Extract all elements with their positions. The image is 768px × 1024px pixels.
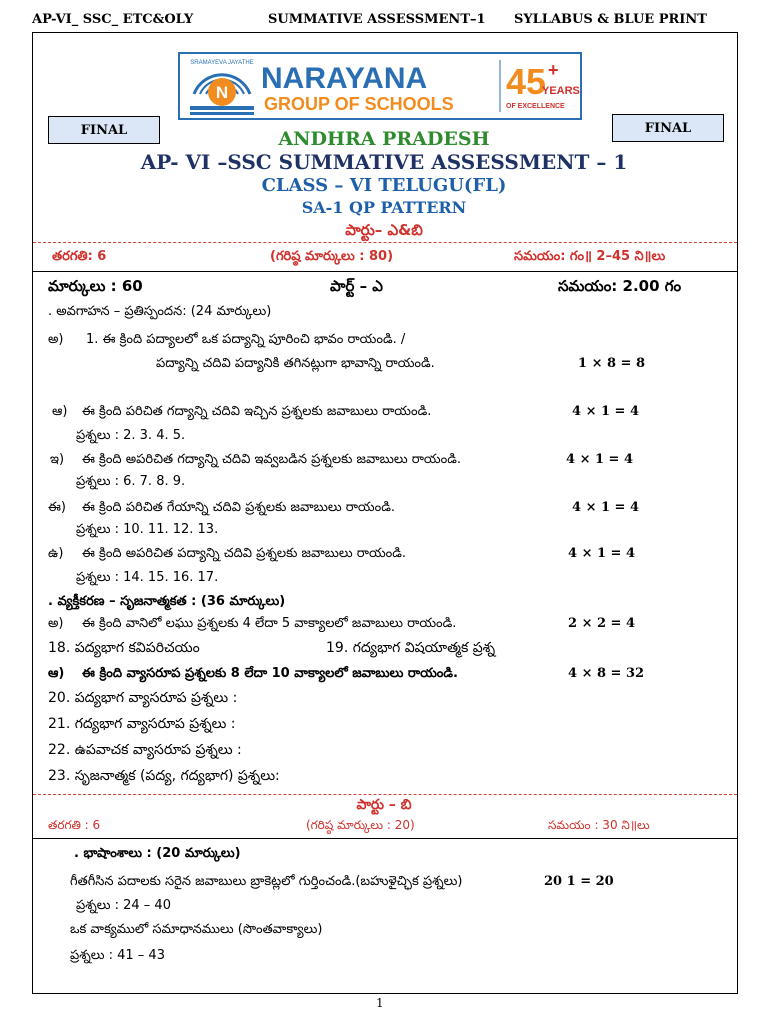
title-pattern: SA-1 QP PATTERN xyxy=(301,198,467,217)
grammar-instruction: గీతగీసిన పదాలకు సరైన జవాబులు బ్రాకెట్లలో గుర్తించండి.(బహుళైచ్ఛిక ప్రశ్నలు) xyxy=(70,874,463,889)
title-part-ab: పార్టు– ఎ&బి xyxy=(345,221,423,239)
item-marks: 4 × 1 = 4 xyxy=(568,546,636,561)
divider xyxy=(33,838,737,839)
question-23: 23. సృజనాత్మక (పద్య, గద్యభాగ) ప్రశ్నలు: xyxy=(48,768,280,784)
grammar-marks: 20 1 = 20 xyxy=(544,874,614,889)
logo-motto: SRAMAYEVA JAYATHE xyxy=(190,60,254,66)
divider xyxy=(33,271,737,272)
item-marks: 4 × 8 = 32 xyxy=(568,666,645,681)
part-b-max-marks: (గరిష్ఠ మార్కులు : 20) xyxy=(306,818,415,832)
part-b-title: పార్టు – బి xyxy=(356,797,412,813)
school-logo xyxy=(178,52,582,120)
section-heading: . భాషాంశాలు : (20 మార్కులు) xyxy=(74,846,241,861)
logo-letter: N xyxy=(215,83,229,102)
years-plus: + xyxy=(548,60,559,80)
one-sentence-questions: ప్రశ్నలు : 41 – 43 xyxy=(70,948,165,963)
item-label: ఆ) xyxy=(52,404,68,419)
item-marks: 1 × 8 = 8 xyxy=(578,356,646,371)
item-questions: ప్రశ్నలు : 2. 3. 4. 5. xyxy=(76,428,186,443)
item-marks: 4 × 1 = 4 xyxy=(572,404,640,419)
logo-name: NARAYANA xyxy=(261,62,428,95)
item-text: 1. ఈ క్రింది పద్యాలలో ఒక పద్యాన్ని పూరించి భావం రాయండి. / xyxy=(86,332,406,347)
part-b-class: తరగతి : 6 xyxy=(48,818,101,832)
item-text: ఈ క్రింది అపరిచిత పద్యాన్ని చదివి ప్రశ్నలకు జవాబులు రాయండి. xyxy=(82,546,406,561)
item-label: ఆ) xyxy=(48,666,65,681)
section-heading: . వ్యక్తీకరణ – సృజనాత్మకత : (36 మార్కులు) xyxy=(48,594,286,609)
item-questions: ప్రశ్నలు : 14. 15. 16. 17. xyxy=(76,570,219,585)
item-marks: 4 × 1 = 4 xyxy=(572,500,640,515)
header-left: AP-VI_ SSC_ ETC&OLY xyxy=(32,12,194,27)
item-text-continued: పద్యాన్ని చదివి పద్యానికి తగినట్లుగా భావాన్ని రాయండి. xyxy=(156,356,435,371)
class-label: తరగతి: 6 xyxy=(52,249,107,264)
logo-subtitle: GROUP OF SCHOOLS xyxy=(264,94,454,114)
title-state: ANDHRA PRADESH xyxy=(278,128,490,150)
grammar-questions: ప్రశ్నలు : 24 – 40 xyxy=(76,898,171,913)
years-subtitle: OF EXCELLENCE xyxy=(506,103,565,110)
item-text: ఈ క్రింది వానిలో లఘు ప్రశ్నలకు 4 లేదా 5 వాక్యాలలో జవాబులు రాయండి. xyxy=(82,616,457,631)
question-21: 21. గద్యభాగ వ్యాసరూప ప్రశ్నలు : xyxy=(48,716,236,732)
item-label: ఇ) xyxy=(50,452,65,467)
question-22: 22. ఉపవాచక వ్యాసరూప ప్రశ్నలు : xyxy=(48,742,242,758)
section-heading: . అవగాహన – ప్రతిస్పందన: (24 మార్కులు) xyxy=(48,304,272,319)
item-label: అ) xyxy=(48,332,64,347)
part-a-label: పార్ట్ – ఎ xyxy=(330,277,383,295)
part-b-time: సమయం : 30 ని॥లు xyxy=(548,818,650,832)
item-questions: ప్రశ్నలు : 10. 11. 12. 13. xyxy=(76,522,219,537)
item-label: అ) xyxy=(48,616,64,631)
logo-emblem-icon xyxy=(180,54,580,118)
title-exam: AP- VI –SSC SUMMATIVE ASSESSMENT – 1 xyxy=(140,150,628,174)
max-marks-label: (గరిష్ఠ మార్కులు : 80) xyxy=(270,249,394,264)
question-18: 18. పద్యభాగ కవిపరిచయం xyxy=(48,640,200,656)
header-right: SYLLABUS & BLUE PRINT xyxy=(514,12,707,27)
one-sentence-instruction: ఒక వాక్యములో సమాధానములు (సొంతవాక్యాలు) xyxy=(70,922,323,937)
years-number: 45 xyxy=(506,61,547,102)
years-word: YEARS xyxy=(542,85,580,97)
question-20: 20. పద్యభాగ వ్యాసరూప ప్రశ్నలు : xyxy=(48,690,238,706)
marks-label: మార్కులు : 60 xyxy=(48,277,143,295)
item-questions: ప్రశ్నలు : 6. 7. 8. 9. xyxy=(76,474,186,489)
item-label: ఈ) xyxy=(48,500,66,515)
item-text: ఈ క్రింది వ్యాసరూప ప్రశ్నలకు 8 లేదా 10 వాక్యాలలో జవాబులు రాయండి. xyxy=(82,666,458,681)
final-badge-right: FINAL xyxy=(612,114,724,142)
item-label: ఉ) xyxy=(48,546,64,561)
page-number: 1 xyxy=(376,996,384,1010)
item-text: ఈ క్రింది పరిచిత గేయాన్ని చదివి ప్రశ్నలకు జవాబులు రాయండి. xyxy=(82,500,395,515)
final-badge-left: FINAL xyxy=(48,116,160,144)
item-marks: 2 × 2 = 4 xyxy=(568,616,636,631)
divider xyxy=(33,794,737,795)
item-marks: 4 × 1 = 4 xyxy=(566,452,634,467)
title-class: CLASS – VI TELUGU(FL) xyxy=(261,175,507,196)
header-center: SUMMATIVE ASSESSMENT–1 xyxy=(268,12,486,27)
divider xyxy=(33,242,737,243)
time-label: సమయం: గం॥ 2–45 ని॥లు xyxy=(514,249,666,264)
question-19: 19. గద్యభాగ విషయాత్మక ప్రశ్న xyxy=(326,640,496,656)
duration-label: సమయం: 2.00 గం xyxy=(558,277,682,295)
item-text: ఈ క్రింది అపరిచిత గద్యాన్ని చదివి ఇవ్వబడిన ప్రశ్నలకు జవాబులు రాయండి. xyxy=(82,452,461,467)
item-text: ఈ క్రింది పరిచిత గద్యాన్ని చదివి ఇచ్చిన ప్రశ్నలకు జవాబులు రాయండి. xyxy=(82,404,432,419)
